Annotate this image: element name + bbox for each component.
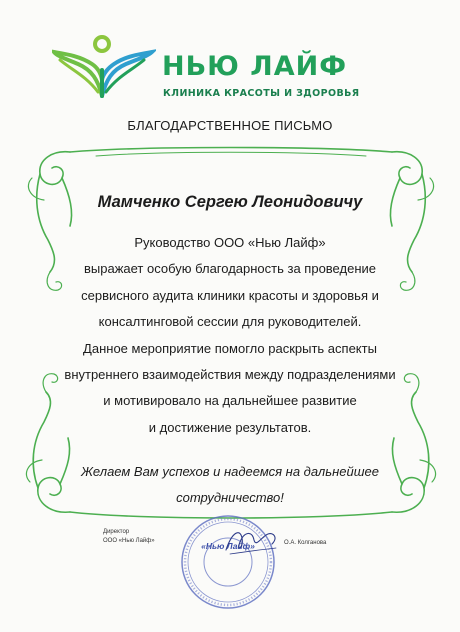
document-title: БЛАГОДАРСТВЕННОЕ ПИСЬМО xyxy=(127,118,333,133)
body-line: Руководство ООО «Нью Лайф» xyxy=(134,235,326,250)
body-line: и достижение результатов. xyxy=(148,419,312,435)
body-line: и мотивировало на дальнейшее развитие xyxy=(103,393,357,409)
signer-position-block xyxy=(103,528,155,546)
signer-company: ООО «Нью Лайф» xyxy=(103,538,155,544)
stamp-center-text: «Нью Лайф» xyxy=(201,541,255,551)
body-line: сервисного аудита клиники красоты и здоровья и xyxy=(81,287,379,303)
closing-line: сотрудничество! xyxy=(176,490,284,505)
body-line: консалтинговой сессии для руководителей. xyxy=(98,314,362,330)
body-line: Данное мероприятие помогло раскрыть аспекты xyxy=(83,340,377,356)
handwritten-signature xyxy=(222,522,282,562)
brand-tagline: КЛИНИКА КРАСОТЫ И ЗДОРОВЬЯ xyxy=(163,88,360,99)
recipient-name: Мамченко Сергею Леонидовичу xyxy=(97,193,363,211)
signer-name: О.А. Колганова xyxy=(284,540,327,546)
letter-body xyxy=(0,230,460,441)
body-line: внутреннего взаимодействия между подразделениями xyxy=(64,367,396,383)
brand-name: НЬЮ ЛАЙФ xyxy=(162,51,347,82)
closing-line: Желаем Вам успехов и надеемся на дальнейшее xyxy=(81,464,379,479)
closing-wishes xyxy=(0,459,460,511)
signer-position: Директор xyxy=(103,529,130,535)
body-line: выражает особую благодарность за проведение xyxy=(84,261,376,277)
